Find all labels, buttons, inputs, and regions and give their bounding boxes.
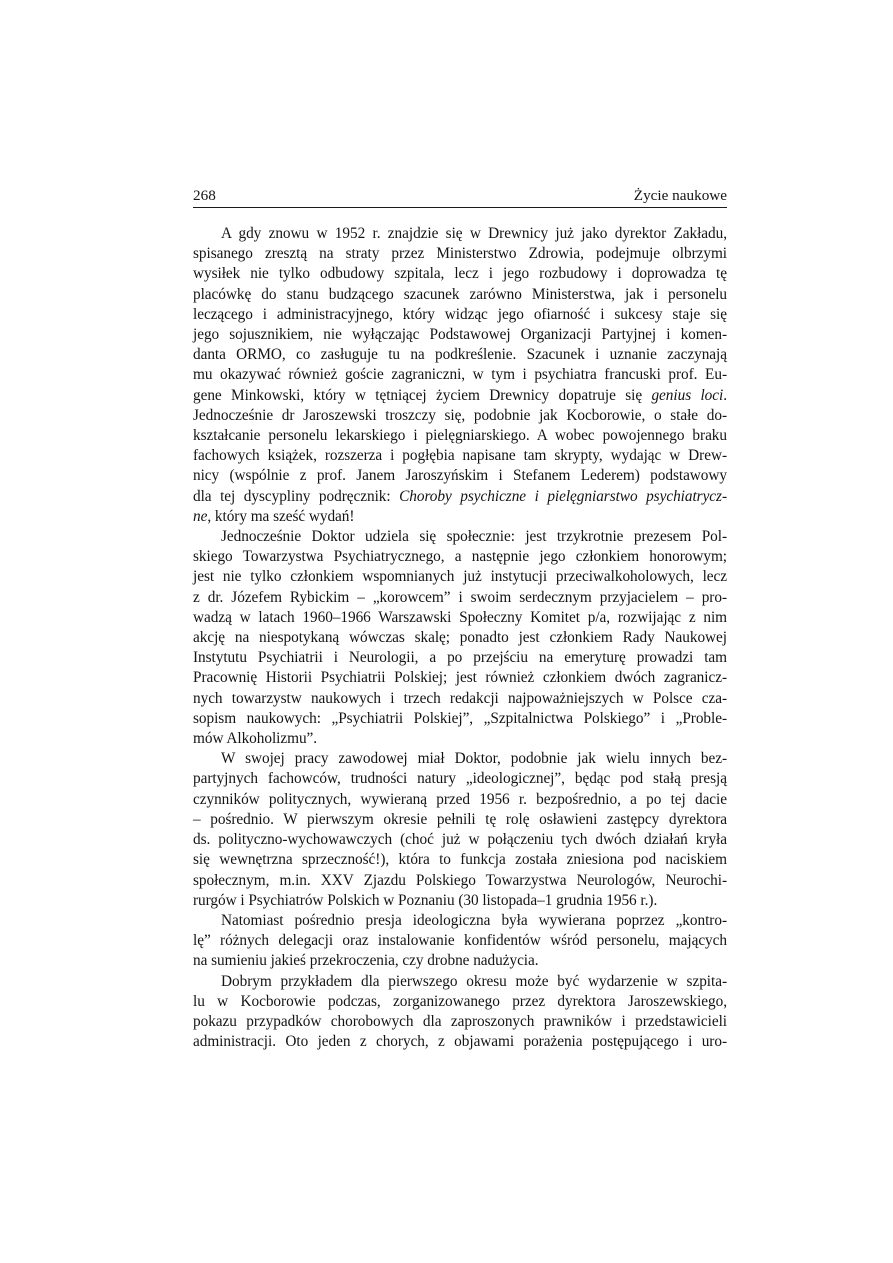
- text-line: danta ORMO, co zasługuje tu na podkreślenie. Szacunek i uznanie zaczynają: [193, 346, 727, 364]
- text-line: czynników politycznych, wywieraną przed 1956 r. bezpośrednio, a po tej dacie: [193, 790, 727, 808]
- body-text: [193, 224, 727, 1052]
- text-line: pokazu przypadków chorobowych dla zaproszonych prawników i przedstawicieli: [193, 1012, 727, 1030]
- text-line: jego sojusznikiem, nie wyłączając Podstawowej Organizacji Partyjnej i komen-: [193, 326, 727, 344]
- text-line: Jednocześnie dr Jaroszewski troszczy się, podobnie jak Kocborowie, o stałe do-: [193, 406, 727, 424]
- text-line: A gdy znowu w 1952 r. znajdzie się w Drewnicy już jako dyrektor Zakładu,: [221, 225, 727, 242]
- paragraph: [193, 972, 727, 1053]
- text-line: gene Minkowski, który w tętniącej życiem Drewnicy dopatruje się genius loci.: [193, 386, 727, 404]
- paragraph: [193, 749, 727, 911]
- text-line: z dr. Józefem Rybickim – „korowcem” i swoim serdecznym przyjacielem – pro-: [193, 588, 727, 606]
- running-title: Życie naukowe: [633, 187, 727, 204]
- text-line: skiego Towarzystwa Psychiatrycznego, a następnie jego członkiem honorowym;: [193, 548, 727, 566]
- text-line: placówkę do stanu budzącego szacunek zarówno Ministerstwa, jak i personelu: [193, 285, 727, 303]
- text-line: partyjnych fachowców, trudności natury „ideologicznej”, będąc pod stałą presją: [193, 770, 727, 788]
- text-line: się wewnętrzna sprzeczność!), która to funkcja została zniesiona pod naciskiem: [193, 851, 727, 869]
- text-line: rurgów i Psychiatrów Polskich w Poznaniu (30 listopada–1 grudnia 1956 r.).: [193, 891, 658, 909]
- paragraph: [193, 911, 727, 972]
- text-line: administracji. Oto jeden z chorych, z objawami porażenia postępującego i uro-: [193, 1033, 727, 1051]
- text-line: kształcanie personelu lekarskiego i pielęgniarskiego. A wobec powojennego braku: [193, 427, 727, 445]
- text-line: Dobrym przykładem dla pierwszego okresu może być wydarzenie w szpita-: [221, 972, 727, 990]
- text-line: Pracownię Historii Psychiatrii Polskiej; jest również członkiem dwóch zagranicz-: [193, 669, 727, 687]
- text-line: mu okazywać również goście zagraniczni, w tym i psychiatra francuski prof. Eu-: [193, 366, 727, 384]
- text-line: społecznym, m.in. XXV Zjazdu Polskiego Towarzystwa Neurologów, Neurochi-: [193, 871, 727, 889]
- paragraph: [193, 527, 727, 749]
- text-line: fachowych książek, rozszerza i pogłębia napisane tam skrypty, wydając w Drew-: [193, 447, 727, 465]
- text-line: na sumieniu jakieś przekroczenia, czy drobne nadużycia.: [193, 952, 539, 970]
- text-line: Natomiast pośrednio presja ideologiczna była wywierana poprzez „kontro-: [221, 911, 727, 929]
- page-number: 268: [193, 187, 216, 204]
- text-line: nych towarzystw naukowych i trzech redakcji najpoważniejszych w Polsce cza-: [193, 689, 727, 707]
- text-line: spisanego zresztą na straty przez Ministerstwo Zdrowia, podejmuje olbrzymi: [193, 245, 727, 263]
- text-line: – pośrednio. W pierwszym okresie pełnili tę rolę osławieni zastępcy dyrektora: [193, 810, 727, 828]
- italic-title: genius loci: [651, 386, 724, 404]
- text-line: ds. polityczno-wychowawczych (choć już w połączeniu tych dwóch działań kryła: [193, 831, 727, 849]
- italic-title: ne: [193, 507, 208, 525]
- text-line: akcję na niespotykaną wówczas skalę; ponadto jest członkiem Rady Naukowej: [193, 629, 727, 647]
- italic-title: Choroby psychiczne i pielęgniarstwo psychiatrycz-: [399, 487, 727, 505]
- text-line: wysiłek nie tylko odbudowy szpitala, lecz i jego rozbudowy i doprowadza tę: [193, 265, 727, 283]
- text-line: dla tej dyscypliny podręcznik: Choroby psychiczne i pielęgniarstwo psychiatrycz-: [193, 487, 727, 505]
- text-line: W swojej pracy zawodowej miał Doktor, podobnie jak wielu innych bez-: [221, 750, 727, 768]
- text-line: mów Alkoholizmu”.: [193, 730, 318, 748]
- text-line: Jednocześnie Doktor udziela się społecznie: jest trzykrotnie prezesem Pol-: [221, 528, 727, 546]
- text-line: leczącego i administracyjnego, który widząc jego ofiarność i sukcesy staje się: [193, 305, 727, 323]
- document-page: [193, 187, 727, 1052]
- text-line: sopism naukowych: „Psychiatrii Polskiej”, „Szpitalnictwa Polskiego” i „Proble-: [193, 709, 727, 727]
- text-line: nicy (wspólnie z prof. Janem Jaroszyńskim i Stefanem Lederem) podstawowy: [193, 467, 727, 485]
- text-line: wadzą w latach 1960–1966 Warszawski Społeczny Komitet p/a, rozwijając z nim: [193, 608, 727, 626]
- text-line: ne, który ma sześć wydań!: [193, 507, 355, 525]
- text-line: Instytutu Psychiatrii i Neurologii, a po przejściu na emeryturę prowadzi tam: [193, 649, 727, 667]
- text-line: lę” różnych delegacji oraz instalowanie konfidentów wśród personelu, mających: [193, 932, 727, 950]
- paragraph: [193, 224, 727, 527]
- text-line: jest nie tylko członkiem wspomnianych już instytucji przeciwalkoholowych, lecz: [193, 568, 727, 586]
- running-head: [193, 187, 727, 208]
- text-line: lu w Kocborowie podczas, zorganizowanego przez dyrektora Jaroszewskiego,: [193, 992, 727, 1010]
